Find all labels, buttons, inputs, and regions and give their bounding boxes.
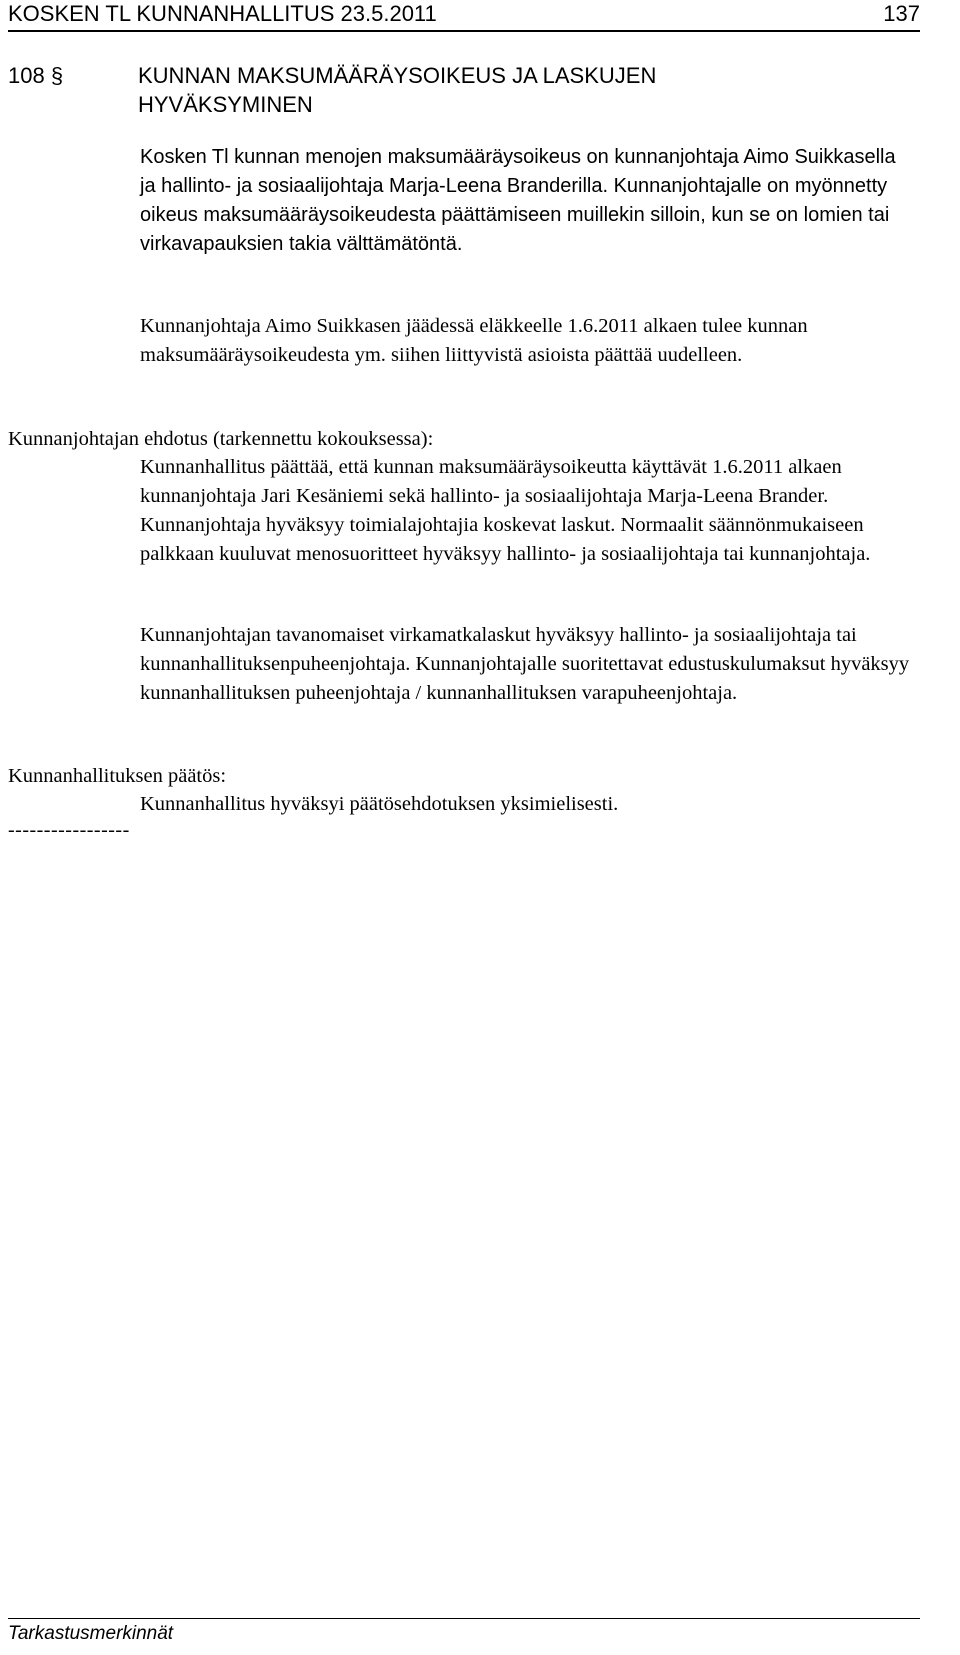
- proposal-label: Kunnanjohtajan ehdotus (tarkennettu kokouksessa):: [8, 428, 434, 450]
- document-title: KOSKEN TL KUNNANHALLITUS 23.5.2011: [8, 1, 437, 26]
- retirement-paragraph: [140, 312, 915, 370]
- section-number: 108 §: [8, 63, 64, 88]
- section-title: KUNNAN MAKSUMÄÄRÄYSOIKEUS JA LASKUJEN HYVÄKSYMINEN: [138, 63, 657, 117]
- proposal-paragraph-2: [140, 621, 915, 708]
- proposal-text-2: Kunnanjohtajan tavanomaiset virkamatkalaskut hyväksyy hallinto- ja sosiaalijohtaja tai kunnanhallituksenpuheenjohtaja. Kunnanjohtajalle suoritettavat edustuskulumaksut hyväksyy kunnanhallituksen puheenjohtaja / kunnanhallituksen varapuheenjohtaja.: [140, 624, 910, 704]
- decision-label: Kunnanhallituksen päätös:: [8, 765, 227, 787]
- separator-line: -----------------: [8, 819, 130, 841]
- intro-paragraph: [140, 143, 915, 259]
- page-header: [8, 0, 920, 32]
- page-number: 137: [883, 1, 920, 26]
- decision-text: Kunnanhallitus hyväksyi päätösehdotuksen yksimielisesti.: [140, 793, 619, 815]
- proposal-text-1: Kunnanhallitus päättää, että kunnan maksumääräysoikeutta käyttävät 1.6.2011 alkaen kunnanjohtaja Jari Kesäniemi sekä hallinto- ja sosiaalijohtaja Marja-Leena Brander. Kunnanjohtaja hyväksyy toimialajohtajia koskevat laskut. Normaalit säännönmukaiseen palkkaan kuuluvat menosuoritteet hyväksyy hallinto- ja sosiaalijohtaja tai kunnanjohtaja.: [140, 456, 871, 565]
- proposal-paragraph-1: [140, 453, 915, 569]
- footer-rule: [8, 1618, 920, 1619]
- decision-paragraph: [140, 790, 915, 819]
- retirement-text: Kunnanjohtaja Aimo Suikkasen jäädessä eläkkeelle 1.6.2011 alkaen tulee kunnan maksumääräysoikeudesta ym. siihen liittyvistä asioista päättää uudelleen.: [140, 315, 808, 366]
- intro-text: Kosken Tl kunnan menojen maksumääräysoikeus on kunnanjohtaja Aimo Suikkasella ja hallinto- ja sosiaalijohtaja Marja-Leena Branderilla. Kunnanjohtajalle on myönnetty oikeus maksumääräysoikeudesta päättämiseen muillekin silloin, kun se on lomien tai virkavapauksien takia välttämätöntä.: [140, 146, 896, 255]
- footer-label: Tarkastusmerkinnät: [8, 1623, 174, 1644]
